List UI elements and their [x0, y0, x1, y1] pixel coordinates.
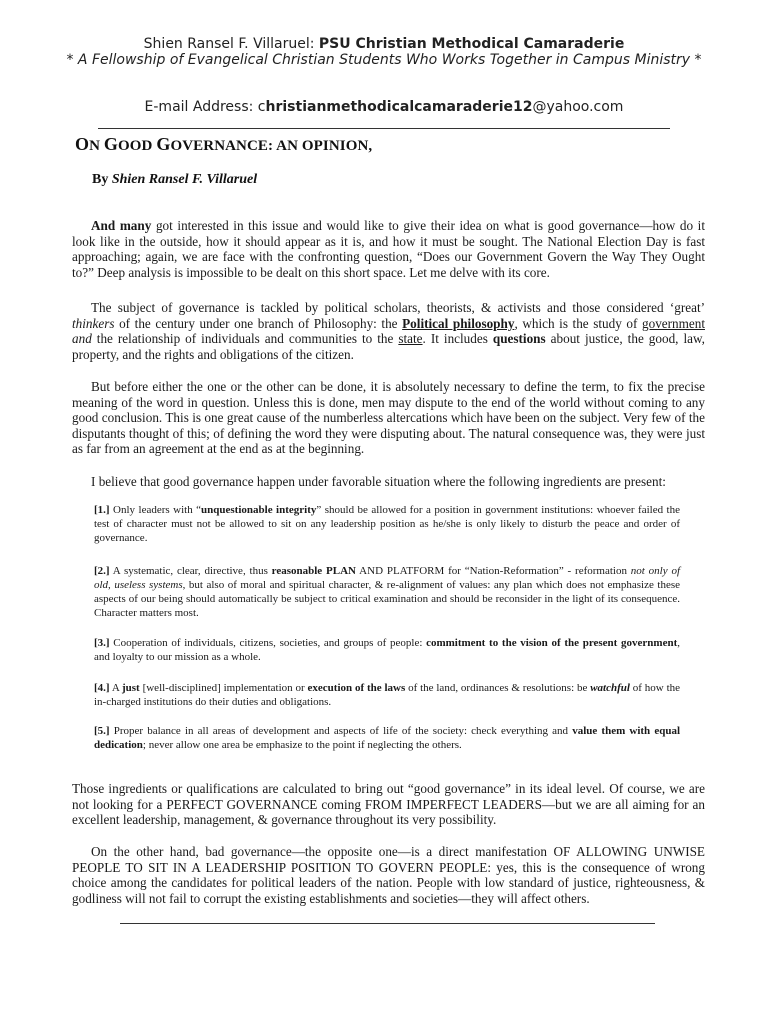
- paragraph-ingredients-intro: I believe that good governance happen under favorable situation where the following ingredients are present:: [91, 474, 666, 489]
- paragraph-bad-governance: On the other hand, bad governance—the opposite one—is a direct manifestation OF ALLOWING UNWISE PEOPLE TO SIT IN A LEADERSHIP POSITION TO GOVERN PEOPLE: yes, this is the consequence of wrong choice among the candidates for political leaders of the nation. People with low standard of justice, righteousness, & godliness will not fail to corrupt the existing establishments and societies—they will affect others.: [72, 844, 705, 906]
- header-divider: [98, 128, 670, 129]
- email-domain: @yahoo.com: [532, 99, 624, 115]
- paragraph-intro: And many got interested in this issue and would like to give their idea on what is good governance—how do it look like in the outside, how it should appear as it is, and how it must be sought. The National Election Day is fast approaching; again, we are face with the confronting question, “Does our Government Govern the Way They Ought to?” Deep analysis is impossible to be dealt on this short space. Let me delve with its core.: [72, 218, 706, 280]
- link-government[interactable]: government: [642, 315, 705, 331]
- header-email-line: [40, 99, 728, 116]
- header-org-name: PSU Christian Methodical Camaraderie: [318, 36, 625, 52]
- byline: By Shien Ransel F. Villaruel: [92, 172, 258, 187]
- header-author-line: [40, 36, 728, 53]
- link-political-philosophy[interactable]: Political philosophy: [402, 315, 515, 331]
- list-item: [3.] Cooperation of individuals, citizens, societies, and groups of people: commitment to the vision of the present government, and loyalty to our mission as a whole.: [94, 637, 680, 663]
- header-author: Shien Ransel F. Villaruel:: [143, 36, 319, 52]
- header-tagline: * A Fellowship of Evangelical Christian Students Who Works Together in Campus Ministry *: [66, 52, 702, 68]
- email-label: E-mail Address: c: [144, 99, 266, 115]
- link-state[interactable]: state: [398, 331, 423, 347]
- footer-divider: [120, 923, 655, 924]
- list-item: [4.] A just [well-disciplined] implementation or execution of the laws of the land, ordinances & resolutions: be watchful of how the in-charged institutions do their duties and obligations.: [94, 682, 681, 708]
- list-item: [2.] A systematic, clear, directive, thus reasonable PLAN AND PLATFORM for “Nation-Reformation” - reformation not only of old, useless systems, but also of moral and spiritual character, & re-alignment of values: any plan which does not emphasize these aspects of our being should automatically be subject to critical examination and should be reconsider in the light of its consequence. Character matters most.: [94, 565, 681, 619]
- article-title: ON GOOD GOVERNANCE: AN OPINION,: [75, 134, 373, 154]
- paragraph-conclusion: Those ingredients or qualifications are calculated to bring out “good governance” in its ideal level. Of course, we are not looking for a PERFECT GOVERNANCE coming FROM IMPERFECT LEADERS—but we are all aiming for an excellent leadership, management, & governance throughout its very possibility.: [72, 781, 705, 828]
- list-item: [5.] Proper balance in all areas of development and aspects of life of the society: check everything and value them with equal dedication; never allow one area be emphasize to the point if neglecting the others.: [94, 725, 680, 751]
- list-item: [1.] Only leaders with “unquestionable integrity” should be allowed for a position in government institutions: whoever failed the test of character must not be allowed to sit on any leadership position as he/she is only likely to disturb the peace and order of governance.: [94, 504, 680, 544]
- paragraph-definition: But before either the one or the other can be done, it is absolutely necessary to define the term, to fix the precise meaning of the word in question. Unless this is done, men may dispute to the end of the world without coming to any good conclusion. This is one great cause of the numberless altercations which have been on the subject. Very few of the disputants thought of this; of defining the word they were disputing about. The natural consequence was, they were just as far from an agreement at the end as at the beginning.: [72, 379, 705, 457]
- paragraph-subject: The subject of governance is tackled by political scholars, theorists, & activists and those considered ‘great’ thinkers of the century under one branch of Philosophy: the Political philosophy, which is the study of government and the relationship of individuals and communities to the state. It includes questions about justice, the good, law, property, and the rights and obligations of the citizen.: [72, 300, 705, 362]
- email-value: hristianmethodicalcamaraderie12: [265, 99, 533, 115]
- byline-author: Shien Ransel F. Villaruel: [111, 172, 258, 187]
